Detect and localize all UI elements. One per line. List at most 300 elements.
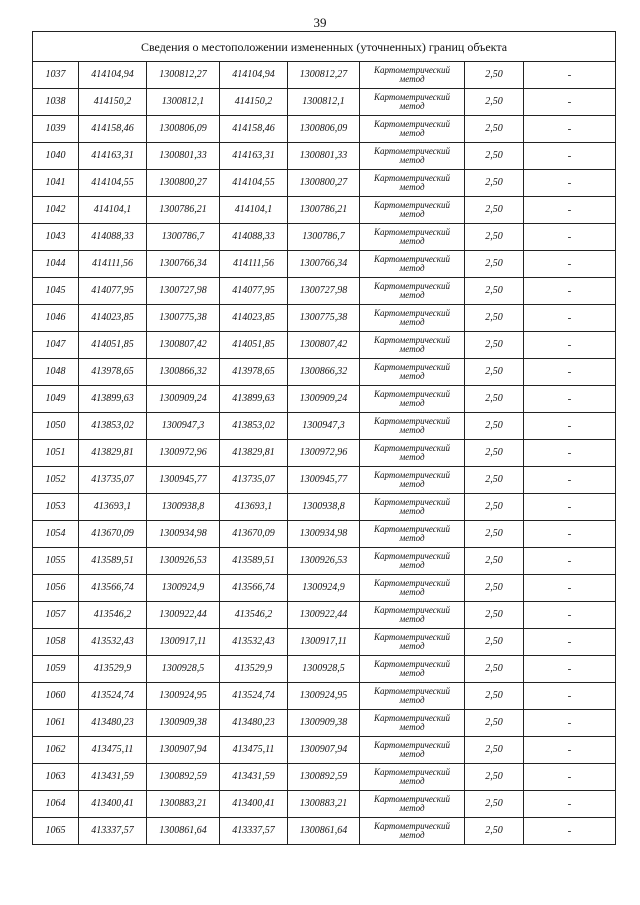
method-line-2: метод [399,155,425,165]
method-line-2: метод [399,803,425,813]
method-line-2: метод [399,263,425,273]
method-line-1: Картометрический [373,605,450,615]
existing-y-cell: 1300883,21 [147,791,220,818]
method-cell [360,764,465,791]
description-cell: - [524,251,616,278]
method-line-2: метод [399,74,425,84]
point-number-cell: 1058 [33,629,79,656]
method-line-2: метод [399,560,425,570]
refined-x-cell: 414051,85 [220,332,288,359]
method-line-2: метод [399,722,425,732]
refined-x-cell: 413546,2 [220,602,288,629]
method-line-2: метод [399,425,425,435]
method-line-1: Картометрический [373,470,450,480]
existing-x-cell: 413546,2 [79,602,147,629]
refined-x-cell: 413566,74 [220,575,288,602]
page-number: 39 [313,15,327,30]
refined-x-cell: 413400,41 [220,791,288,818]
method-line-2: метод [399,452,425,462]
precision-cell: 2,50 [465,62,524,89]
point-number-cell: 1063 [33,764,79,791]
method-line-1: Картометрический [373,281,450,291]
refined-y-cell: 1300775,38 [288,305,360,332]
refined-x-cell: 414111,56 [220,251,288,278]
existing-y-cell: 1300812,1 [147,89,220,116]
description-cell: - [524,224,616,251]
method-line-2: метод [399,128,425,138]
precision-cell: 2,50 [465,737,524,764]
existing-x-cell: 414104,1 [79,197,147,224]
existing-x-cell: 413735,07 [79,467,147,494]
existing-y-cell: 1300928,5 [147,656,220,683]
existing-y-cell: 1300800,27 [147,170,220,197]
description-cell: - [524,575,616,602]
refined-y-cell: 1300922,44 [288,602,360,629]
point-number-cell: 1064 [33,791,79,818]
existing-x-cell: 414051,85 [79,332,147,359]
method-cell [360,710,465,737]
table-row [33,521,616,548]
existing-y-cell: 1300922,44 [147,602,220,629]
precision-cell: 2,50 [465,467,524,494]
table-title-row [33,32,616,62]
method-line-2: метод [399,533,425,543]
refined-y-cell: 1300800,27 [288,170,360,197]
refined-x-cell: 414150,2 [220,89,288,116]
method-line-1: Картометрический [373,578,450,588]
existing-y-cell: 1300926,53 [147,548,220,575]
refined-y-cell: 1300786,7 [288,224,360,251]
description-cell: - [524,197,616,224]
precision-cell: 2,50 [465,494,524,521]
refined-x-cell: 413431,59 [220,764,288,791]
existing-x-cell: 413693,1 [79,494,147,521]
existing-y-cell: 1300907,94 [147,737,220,764]
point-number-cell: 1065 [33,818,79,845]
method-line-2: метод [399,479,425,489]
description-cell: - [524,710,616,737]
existing-y-cell: 1300947,3 [147,413,220,440]
table-row [33,791,616,818]
method-line-1: Картометрический [373,551,450,561]
point-number-cell: 1052 [33,467,79,494]
existing-y-cell: 1300917,11 [147,629,220,656]
refined-x-cell: 413735,07 [220,467,288,494]
table-row [33,656,616,683]
method-line-1: Картометрический [373,362,450,372]
point-number-cell: 1045 [33,278,79,305]
description-cell: - [524,143,616,170]
precision-cell: 2,50 [465,332,524,359]
method-line-2: метод [399,236,425,246]
existing-y-cell: 1300934,98 [147,521,220,548]
existing-y-cell: 1300766,34 [147,251,220,278]
refined-x-cell: 413829,81 [220,440,288,467]
method-cell [360,413,465,440]
existing-x-cell: 414163,31 [79,143,147,170]
existing-y-cell: 1300866,32 [147,359,220,386]
method-cell [360,197,465,224]
method-line-2: метод [399,209,425,219]
precision-cell: 2,50 [465,170,524,197]
existing-x-cell: 413480,23 [79,710,147,737]
description-cell: - [524,305,616,332]
precision-cell: 2,50 [465,89,524,116]
description-cell: - [524,62,616,89]
method-line-1: Картометрический [373,767,450,777]
table-row [33,170,616,197]
existing-x-cell: 413978,65 [79,359,147,386]
method-line-1: Картометрический [373,254,450,264]
method-line-1: Картометрический [373,821,450,831]
description-cell: - [524,440,616,467]
description-cell: - [524,89,616,116]
description-cell: - [524,116,616,143]
refined-y-cell: 1300727,98 [288,278,360,305]
refined-x-cell: 413589,51 [220,548,288,575]
table-row [33,332,616,359]
existing-x-cell: 414023,85 [79,305,147,332]
existing-x-cell: 414104,94 [79,62,147,89]
existing-x-cell: 413589,51 [79,548,147,575]
description-cell: - [524,602,616,629]
point-number-cell: 1059 [33,656,79,683]
point-number-cell: 1049 [33,386,79,413]
description-cell: - [524,467,616,494]
point-number-cell: 1044 [33,251,79,278]
table-row [33,359,616,386]
point-number-cell: 1050 [33,413,79,440]
description-cell: - [524,332,616,359]
method-line-1: Картометрический [373,146,450,156]
table-row [33,440,616,467]
method-cell [360,278,465,305]
existing-y-cell: 1300786,7 [147,224,220,251]
existing-x-cell: 413431,59 [79,764,147,791]
refined-x-cell: 414077,95 [220,278,288,305]
existing-x-cell: 414150,2 [79,89,147,116]
point-number-cell: 1046 [33,305,79,332]
refined-y-cell: 1300972,96 [288,440,360,467]
point-number-cell: 1055 [33,548,79,575]
method-cell [360,467,465,494]
description-cell: - [524,737,616,764]
refined-x-cell: 414163,31 [220,143,288,170]
method-line-1: Картометрический [373,713,450,723]
existing-x-cell: 414104,55 [79,170,147,197]
table-row [33,89,616,116]
method-cell [360,251,465,278]
description-cell: - [524,170,616,197]
method-line-1: Картометрический [373,632,450,642]
method-line-2: метод [399,290,425,300]
method-cell [360,116,465,143]
refined-x-cell: 413337,57 [220,818,288,845]
description-cell: - [524,386,616,413]
existing-y-cell: 1300775,38 [147,305,220,332]
method-line-1: Картометрический [373,308,450,318]
precision-cell: 2,50 [465,575,524,602]
refined-y-cell: 1300924,95 [288,683,360,710]
refined-x-cell: 413475,11 [220,737,288,764]
precision-cell: 2,50 [465,224,524,251]
refined-y-cell: 1300945,77 [288,467,360,494]
table-row [33,548,616,575]
precision-cell: 2,50 [465,278,524,305]
precision-cell: 2,50 [465,791,524,818]
existing-y-cell: 1300924,9 [147,575,220,602]
refined-y-cell: 1300806,09 [288,116,360,143]
method-line-1: Картометрический [373,659,450,669]
method-line-1: Картометрический [373,200,450,210]
refined-y-cell: 1300928,5 [288,656,360,683]
method-line-2: метод [399,614,425,624]
table-row [33,305,616,332]
refined-x-cell: 413899,63 [220,386,288,413]
point-number-cell: 1060 [33,683,79,710]
method-cell [360,224,465,251]
precision-cell: 2,50 [465,683,524,710]
refined-x-cell: 414023,85 [220,305,288,332]
existing-x-cell: 414077,95 [79,278,147,305]
precision-cell: 2,50 [465,386,524,413]
precision-cell: 2,50 [465,764,524,791]
method-cell [360,521,465,548]
method-line-2: метод [399,182,425,192]
description-cell: - [524,791,616,818]
table-row [33,143,616,170]
precision-cell: 2,50 [465,710,524,737]
method-cell [360,386,465,413]
method-line-1: Картометрический [373,173,450,183]
table-row [33,386,616,413]
point-number-cell: 1038 [33,89,79,116]
refined-y-cell: 1300938,8 [288,494,360,521]
table-row [33,413,616,440]
method-line-2: метод [399,749,425,759]
existing-x-cell: 413475,11 [79,737,147,764]
method-line-2: метод [399,344,425,354]
method-line-1: Картометрический [373,497,450,507]
method-line-2: метод [399,776,425,786]
method-line-1: Картометрический [373,119,450,129]
method-line-1: Картометрический [373,794,450,804]
refined-y-cell: 1300924,9 [288,575,360,602]
refined-x-cell: 413480,23 [220,710,288,737]
method-cell [360,683,465,710]
method-line-1: Картометрический [373,443,450,453]
table-row [33,467,616,494]
method-cell [360,575,465,602]
point-number-cell: 1047 [33,332,79,359]
table-row [33,62,616,89]
point-number-cell: 1056 [33,575,79,602]
description-cell: - [524,278,616,305]
refined-y-cell: 1300866,32 [288,359,360,386]
refined-y-cell: 1300812,1 [288,89,360,116]
refined-y-cell: 1300934,98 [288,521,360,548]
method-line-1: Картометрический [373,92,450,102]
point-number-cell: 1061 [33,710,79,737]
existing-x-cell: 413524,74 [79,683,147,710]
refined-y-cell: 1300786,21 [288,197,360,224]
refined-y-cell: 1300812,27 [288,62,360,89]
existing-y-cell: 1300807,42 [147,332,220,359]
description-cell: - [524,521,616,548]
existing-y-cell: 1300806,09 [147,116,220,143]
method-line-1: Картометрический [373,524,450,534]
method-line-1: Картометрический [373,416,450,426]
existing-x-cell: 414111,56 [79,251,147,278]
existing-x-cell: 413670,09 [79,521,147,548]
method-cell [360,440,465,467]
method-cell [360,629,465,656]
method-line-2: метод [399,371,425,381]
method-cell [360,548,465,575]
refined-y-cell: 1300861,64 [288,818,360,845]
refined-y-cell: 1300907,94 [288,737,360,764]
refined-x-cell: 414104,55 [220,170,288,197]
point-number-cell: 1041 [33,170,79,197]
existing-y-cell: 1300909,38 [147,710,220,737]
table-title: Сведения о местоположении измененных (уточненных) границ объекта [33,32,616,62]
existing-x-cell: 413529,9 [79,656,147,683]
refined-y-cell: 1300926,53 [288,548,360,575]
point-number-cell: 1037 [33,62,79,89]
existing-x-cell: 414158,46 [79,116,147,143]
refined-y-cell: 1300947,3 [288,413,360,440]
table-row [33,251,616,278]
existing-y-cell: 1300801,33 [147,143,220,170]
table-row [33,818,616,845]
refined-y-cell: 1300909,24 [288,386,360,413]
method-line-2: метод [399,101,425,111]
precision-cell: 2,50 [465,305,524,332]
method-cell [360,818,465,845]
method-line-2: метод [399,506,425,516]
existing-x-cell: 413532,43 [79,629,147,656]
point-number-cell: 1062 [33,737,79,764]
precision-cell: 2,50 [465,197,524,224]
refined-x-cell: 413978,65 [220,359,288,386]
description-cell: - [524,656,616,683]
description-cell: - [524,683,616,710]
description-cell: - [524,413,616,440]
existing-y-cell: 1300924,95 [147,683,220,710]
description-cell: - [524,764,616,791]
table-row [33,629,616,656]
existing-x-cell: 413400,41 [79,791,147,818]
existing-x-cell: 413337,57 [79,818,147,845]
method-line-1: Картометрический [373,227,450,237]
description-cell: - [524,629,616,656]
table-row [33,494,616,521]
existing-y-cell: 1300727,98 [147,278,220,305]
refined-x-cell: 413524,74 [220,683,288,710]
point-number-cell: 1042 [33,197,79,224]
method-line-2: метод [399,695,425,705]
table-row [33,116,616,143]
existing-x-cell: 413899,63 [79,386,147,413]
description-cell: - [524,818,616,845]
method-cell [360,143,465,170]
existing-y-cell: 1300945,77 [147,467,220,494]
existing-y-cell: 1300812,27 [147,62,220,89]
existing-y-cell: 1300972,96 [147,440,220,467]
existing-y-cell: 1300892,59 [147,764,220,791]
existing-y-cell: 1300938,8 [147,494,220,521]
method-cell [360,602,465,629]
table-row [33,710,616,737]
table-row [33,737,616,764]
precision-cell: 2,50 [465,629,524,656]
table-row [33,764,616,791]
precision-cell: 2,50 [465,251,524,278]
point-number-cell: 1054 [33,521,79,548]
point-number-cell: 1057 [33,602,79,629]
table-row [33,278,616,305]
method-cell [360,656,465,683]
refined-y-cell: 1300807,42 [288,332,360,359]
precision-cell: 2,50 [465,143,524,170]
table-row [33,224,616,251]
precision-cell: 2,50 [465,413,524,440]
refined-y-cell: 1300801,33 [288,143,360,170]
method-cell [360,494,465,521]
method-line-2: метод [399,587,425,597]
method-cell [360,791,465,818]
refined-y-cell: 1300766,34 [288,251,360,278]
method-line-2: метод [399,830,425,840]
point-number-cell: 1043 [33,224,79,251]
table-row [33,197,616,224]
refined-x-cell: 414104,1 [220,197,288,224]
precision-cell: 2,50 [465,440,524,467]
precision-cell: 2,50 [465,602,524,629]
refined-x-cell: 413853,02 [220,413,288,440]
refined-x-cell: 414104,94 [220,62,288,89]
refined-x-cell: 413670,09 [220,521,288,548]
method-line-1: Картометрический [373,686,450,696]
table-row [33,683,616,710]
description-cell: - [524,359,616,386]
refined-x-cell: 413532,43 [220,629,288,656]
point-number-cell: 1053 [33,494,79,521]
precision-cell: 2,50 [465,116,524,143]
method-cell [360,89,465,116]
method-line-1: Картометрический [373,740,450,750]
refined-y-cell: 1300917,11 [288,629,360,656]
method-cell [360,332,465,359]
existing-y-cell: 1300909,24 [147,386,220,413]
precision-cell: 2,50 [465,548,524,575]
method-cell [360,737,465,764]
method-line-2: метод [399,317,425,327]
table-row [33,575,616,602]
precision-cell: 2,50 [465,521,524,548]
point-number-cell: 1040 [33,143,79,170]
existing-x-cell: 414088,33 [79,224,147,251]
description-cell: - [524,548,616,575]
method-line-2: метод [399,641,425,651]
method-cell [360,359,465,386]
method-line-2: метод [399,398,425,408]
method-cell [360,62,465,89]
description-cell: - [524,494,616,521]
refined-x-cell: 414088,33 [220,224,288,251]
table-row [33,602,616,629]
existing-x-cell: 413853,02 [79,413,147,440]
